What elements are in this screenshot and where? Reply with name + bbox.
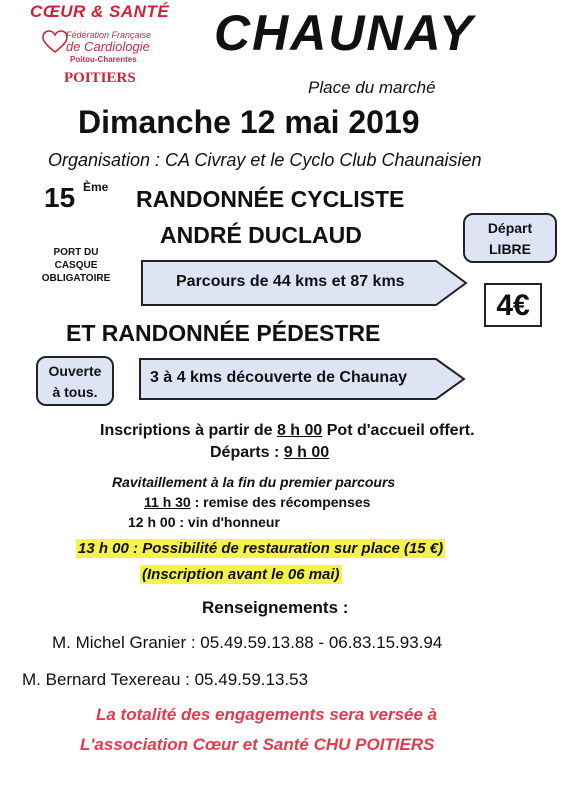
helmet-notice	[30, 246, 122, 285]
town-title: CHAUNAY	[214, 5, 475, 61]
cycling-name: ANDRÉ DUCLAUD	[160, 222, 362, 248]
departs-prefix: Départs :	[210, 444, 284, 461]
organisation: Organisation : CA Civray et le Cyclo Club Chaunaisien	[48, 150, 482, 170]
event-date: Dimanche 12 mai 2019	[78, 104, 420, 140]
cycling-title: RANDONNÉE CYCLISTE	[136, 186, 405, 212]
heart-icon	[42, 30, 68, 54]
wine-text: : vin d'honneur	[175, 514, 280, 530]
awards-line	[144, 494, 370, 510]
logo-cardiologie: de Cardiologie	[66, 39, 150, 54]
contact-granier: M. Michel Granier : 05.49.59.13.88 - 06.83.15.93.94	[52, 633, 443, 652]
meal-line: 13 h 00 : Possibilité de restauration sur place (15 €)	[78, 540, 444, 557]
meal-note: (Inscription avant le 06 mai)	[142, 566, 340, 583]
inscriptions-prefix: Inscriptions à partir de	[100, 422, 277, 439]
walk-route-text: 3 à 4 kms découverte de Chaunay	[150, 369, 407, 386]
logo-region: Poitou-Charentes	[70, 55, 137, 64]
logo-title: CŒUR & SANTÉ	[30, 2, 170, 21]
inscriptions-time: 8 h 00	[276, 422, 323, 439]
info-heading: Renseignements :	[202, 598, 349, 617]
price-box: 4€	[484, 283, 542, 327]
edition-number: 15	[44, 182, 76, 213]
edition-suffix: Ème	[83, 180, 109, 194]
open-line: Ouverte	[48, 363, 102, 379]
logo-federation: Fédération Française	[66, 30, 152, 40]
inscriptions-suffix: Pot d'accueil offert.	[322, 422, 475, 439]
helmet-line: CASQUE	[54, 260, 98, 271]
contact-texereau: M. Bernard Texereau : 05.49.59.13.53	[22, 670, 309, 689]
logo-city: POITIERS	[64, 70, 136, 86]
footer-line-1: La totalité des engagements sera versée à	[96, 705, 438, 724]
departs-line	[210, 444, 329, 462]
event-place: Place du marché	[308, 78, 436, 97]
depart-label: Départ	[487, 220, 533, 236]
walking-title: ET RANDONNÉE PÉDESTRE	[66, 320, 381, 346]
routes-text: Parcours de 44 kms et 87 kms	[176, 273, 405, 290]
awards-text: : remise des récompenses	[190, 494, 371, 510]
depart-badge	[463, 213, 557, 263]
helmet-line: PORT DU	[53, 247, 99, 258]
open-line: à tous.	[52, 384, 98, 400]
awards-time: 11 h 30	[144, 494, 191, 510]
footer-line-2: L'association Cœur et Santé CHU POITIERS	[80, 735, 435, 754]
inscriptions-line	[100, 422, 475, 440]
wine-time: 12 h 00	[128, 514, 176, 530]
open-badge	[36, 356, 114, 406]
ravitaillement: Ravitaillement à la fin du premier parcours	[112, 474, 396, 490]
departs-time: 9 h 00	[283, 444, 330, 461]
depart-type: LIBRE	[489, 241, 531, 257]
wine-line	[128, 514, 280, 530]
helmet-line: OBLIGATOIRE	[41, 273, 111, 284]
